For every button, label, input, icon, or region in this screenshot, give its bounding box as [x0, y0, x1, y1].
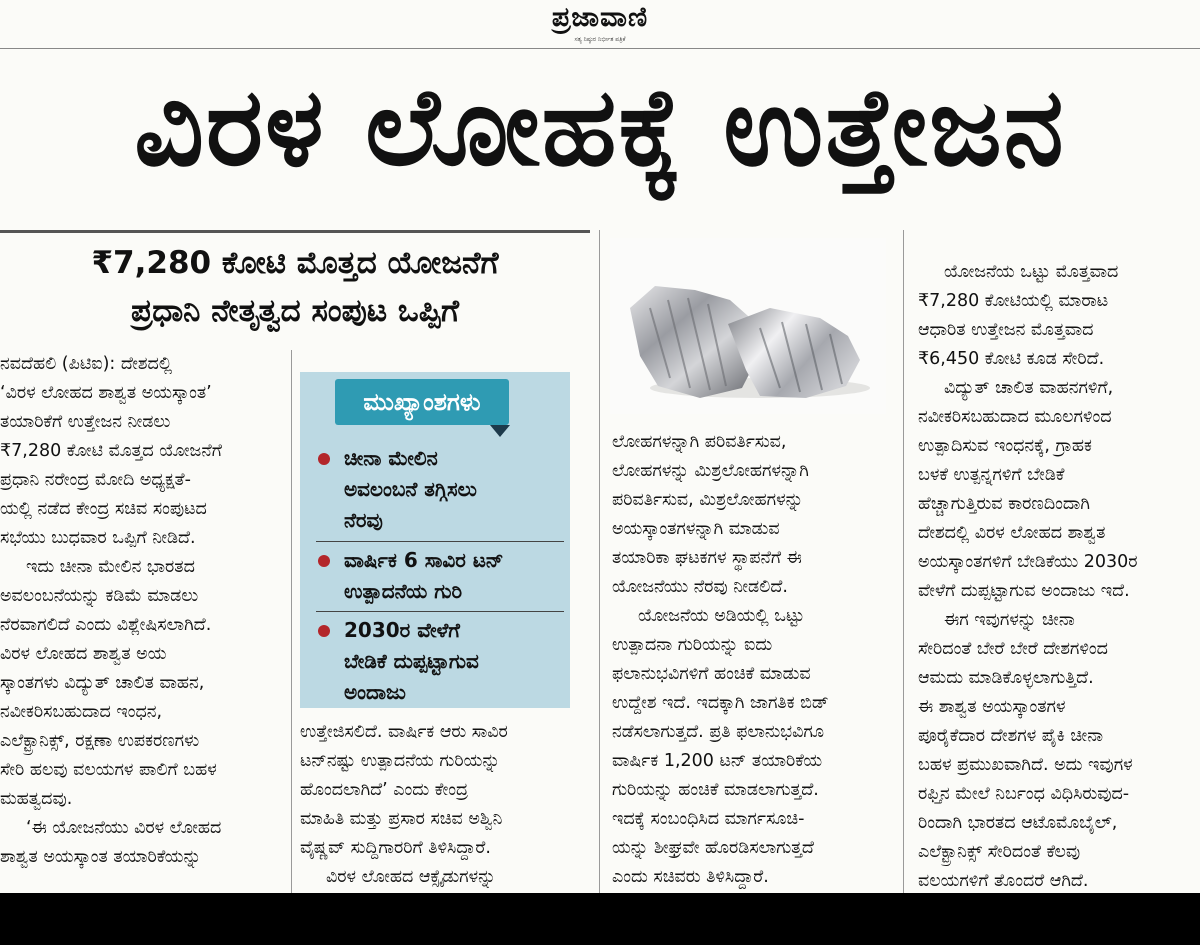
text-line: ಯೋಜನೆಯ ಒಟ್ಟು ಮೊತ್ತವಾದ: [944, 262, 1119, 282]
text-line: ವೈಷ್ಣವ್ ಸುದ್ದಿಗಾರರಿಗೆ ತಿಳಿಸಿದ್ದಾರೆ.: [300, 838, 491, 858]
text-line: ಲೋಹಗಳನ್ನಾಗಿ ಪರಿವರ್ತಿಸುವ,: [612, 432, 787, 452]
column-divider: [599, 230, 600, 893]
text-line: ಉತ್ಪಾದನಾ ಗುರಿಯನ್ನು ಐದು: [612, 635, 773, 655]
deck-line: ₹7,280 ಕೋಟಿ ಮೊತ್ತದ ಯೋಜನೆಗೆ: [91, 245, 499, 281]
column-divider: [291, 350, 292, 893]
text-line: ₹7,280 ಕೋಟಿ ಮೊತ್ತದ ಯೋಜನೆಗೆ: [0, 441, 222, 461]
text-line: ಪ್ರಧಾನಿ ನರೇಂದ್ರ ಮೋದಿ ಅಧ್ಯಕ್ಷತೆ-: [0, 470, 191, 490]
key-point-line: ಚೀನಾ ಮೇಲಿನ: [344, 446, 438, 470]
text-line: ಎಲೆಕ್ಟ್ರಾನಿಕ್ಸ್, ರಕ್ಷಣಾ ಉಪಕರಣಗಳು: [0, 731, 200, 751]
text-line: ಉತ್ಪಾದಿಸುವ ಇಂಧನಕ್ಕೆ, ಗ್ರಾಹಕ: [918, 436, 1092, 456]
text-line: ವಿರಳ ಲೋಹದ ಶಾಶ್ವತ ಅಯ: [0, 644, 167, 664]
text-line: ಯೋಜನೆಯು ನೆರವು ನೀಡಲಿದೆ.: [612, 577, 788, 597]
text-line: ಆಧಾರಿತ ಉತ್ತೇಜನ ಮೊತ್ತವಾದ: [918, 320, 1094, 340]
masthead: [0, 0, 1200, 49]
text-line: ಅವಲಂಬನೆಯನ್ನು ಕಡಿಮೆ ಮಾಡಲು: [0, 586, 199, 606]
text-line: ವೇಳೆಗೆ ದುಪ್ಪಟ್ಟಾಗುವ ಅಂದಾಜು ಇದೆ.: [918, 581, 1130, 601]
text-line: ರಿಂದಾಗಿ ಭಾರತದ ಆಟೊಮೊಬೈಲ್,: [918, 813, 1118, 833]
text-line: ಈಗ ಇವುಗಳನ್ನು ಚೀನಾ: [944, 610, 1075, 630]
key-point-line: 2030ರ ವೇಳೆಗೆ: [344, 618, 460, 642]
text-line: ‘ಈ ಯೋಜನೆಯು ವಿರಳ ಲೋಹದ: [26, 818, 222, 838]
key-point-line: ಉತ್ಪಾದನೆಯ ಗುರಿ: [344, 579, 463, 603]
key-point-separator: [316, 541, 564, 542]
text-line: ಶಾಶ್ವತ ಅಯಸ್ಕಾಂತ ತಯಾರಿಕೆಯನ್ನು: [0, 847, 202, 867]
text-line: ವಿರಳ ಲೋಹದ ಆಕ್ಸೈಡುಗಳನ್ನು: [326, 867, 496, 887]
bullet-icon: [318, 625, 330, 637]
key-point-line: ಅವಲಂಬನೆ ತಗ್ಗಿಸಲು: [344, 477, 477, 501]
text-line: ಫಲಾನುಭವಿಗಳಿಗೆ ಹಂಚಿಕೆ ಮಾಡುವ: [612, 664, 811, 684]
text-line: ಇದು ಚೀನಾ ಮೇಲಿನ ಭಾರತದ: [26, 557, 195, 577]
text-line: ತಯಾರಿಕಾ ಘಟಕಗಳ ಸ್ಥಾಪನೆಗೆ ಈ: [612, 548, 802, 568]
deck-line: ಪ್ರಧಾನಿ ನೇತೃತ್ವದ ಸಂಪುಟ ಒಪ್ಪಿಗೆ: [130, 293, 460, 329]
text-line: ಹೊಂದಲಾಗಿದೆ’ ಎಂದು ಕೇಂದ್ರ: [300, 780, 469, 800]
key-point-line: ಅಂದಾಜು: [344, 680, 406, 704]
text-line: ಈ ಶಾಶ್ವತ ಅಯಸ್ಕಾಂತಗಳ: [918, 697, 1066, 717]
text-line: ಅಯಸ್ಕಾಂತಗಳನ್ನಾಗಿ ಮಾಡುವ: [612, 519, 780, 539]
text-line: ರಫ್ತಿನ ಮೇಲೆ ನಿರ್ಬಂಧ ವಿಧಿಸಿರುವುದ-: [918, 784, 1130, 804]
headline: ವಿರಳ ಲೋಹಕ್ಕೆ ಉತ್ತೇಜನ: [134, 65, 1066, 190]
text-line: ಸೇರಿದಂತೆ ಬೇರೆ ಬೇರೆ ದೇಶಗಳಿಂದ: [918, 639, 1108, 659]
text-line: ಯೋಜನೆಯ ಅಡಿಯಲ್ಲಿ ಒಟ್ಟು: [638, 606, 805, 626]
text-line: ವಾರ್ಷಿಕ 1,200 ಟನ್ ತಯಾರಿಕೆಯ: [612, 751, 823, 771]
key-point-separator: [316, 611, 564, 612]
text-line: ₹7,280 ಕೋಟಿಯಲ್ಲಿ ಮಾರಾಟ: [918, 291, 1109, 311]
text-line: ವಲಯಗಳಿಗೆ ತೊಂದರೆ ಆಗಿದೆ.: [918, 871, 1089, 891]
article-column-4: [918, 258, 1200, 893]
bullet-icon: [318, 555, 330, 567]
text-line: ಸ್ಕಾಂತಗಳು ವಿದ್ಯುತ್ ಚಾಲಿತ ವಾಹನ,: [0, 673, 205, 693]
text-line: ಉದ್ದೇಶ ಇದೆ. ಇದಕ್ಕಾಗಿ ಜಾಗತಿಕ ಬಿಡ್: [612, 693, 829, 713]
text-line: ಅಯಸ್ಕಾಂತಗಳಿಗೆ ಬೇಡಿಕೆಯು 2030ರ: [918, 552, 1138, 572]
title-pointer: [490, 425, 510, 437]
article-column-2: [300, 718, 590, 893]
rare-earth-metal-image: [610, 238, 886, 414]
text-line: ಇದಕ್ಕೆ ಸಂಬಂಧಿಸಿದ ಮಾರ್ಗಸೂಚಿ-: [612, 809, 805, 829]
text-line: ಆಮದು ಮಾಡಿಕೊಳ್ಳಲಾಗುತ್ತಿದೆ.: [918, 668, 1094, 688]
key-point-line: ವಾರ್ಷಿಕ 6 ಸಾವಿರ ಟನ್: [344, 548, 504, 572]
text-line: ಯಲ್ಲಿ ನಡೆದ ಕೇಂದ್ರ ಸಚಿವ ಸಂಪುಟದ: [0, 499, 207, 519]
text-line: ದೇಶದಲ್ಲಿ ವಿರಳ ಲೋಹದ ಶಾಶ್ವತ: [918, 523, 1106, 543]
text-line: ₹6,450 ಕೋಟಿ ಕೂಡ ಸೇರಿದೆ.: [918, 349, 1105, 369]
text-line: ಟನ್‌ನಷ್ಟು ಉತ್ಪಾದನೆಯ ಗುರಿಯನ್ನು: [300, 751, 501, 771]
text-line: ಹೆಚ್ಚಾಗುತ್ತಿರುವ ಕಾರಣದಿಂದಾಗಿ: [918, 494, 1090, 514]
text-line: ನಡೆಸಲಾಗುತ್ತದೆ. ಪ್ರತಿ ಫಲಾನುಭವಿಗೂ: [612, 722, 825, 742]
text-line: ‘ವಿರಳ ಲೋಹದ ಶಾಶ್ವತ ಅಯಸ್ಕಾಂತ’: [0, 383, 212, 403]
text-line: ಬಹಳ ಪ್ರಮುಖವಾಗಿದೆ. ಅದು ಇವುಗಳ: [918, 755, 1133, 775]
key-point-item: [316, 615, 566, 708]
key-points-title: ಮುಖ್ಯಾಂಶಗಳು: [335, 379, 509, 425]
text-line: ಎಲೆಕ್ಟ್ರಾನಿಕ್ಸ್ ಸೇರಿದಂತೆ ಕೆಲವು: [918, 842, 1081, 862]
text-line: ವಿದ್ಯುತ್ ಚಾಲಿತ ವಾಹನಗಳಿಗೆ,: [944, 378, 1114, 398]
text-line: ನವದೆಹಲಿ (ಪಿಟಿಐ): ದೇಶದಲ್ಲಿ: [0, 354, 173, 374]
text-line: ತಯಾರಿಕೆಗೆ ಉತ್ತೇಜನ ನೀಡಲು: [0, 412, 171, 432]
text-line: ಮಾಹಿತಿ ಮತ್ತು ಪ್ರಸಾರ ಸಚಿವ ಅಶ್ವಿನಿ: [300, 809, 503, 829]
masthead-title: ಪ್ರಜಾವಾಣಿ: [551, 2, 649, 33]
metal-photo: [610, 238, 886, 414]
text-line: ಬಳಕೆ ಉತ್ಪನ್ನಗಳಿಗೆ ಬೇಡಿಕೆ: [918, 465, 1065, 485]
text-line: ಪೂರೈಕೆದಾರ ದೇಶಗಳ ಪೈಕಿ ಚೀನಾ: [918, 726, 1104, 746]
text-line: ಉತ್ತೇಜಿಸಲಿದೆ. ವಾರ್ಷಿಕ ಆರು ಸಾವಿರ: [300, 722, 508, 742]
text-line: ಯನ್ನು ಶೀಘ್ರವೇ ಹೊರಡಿಸಲಾಗುತ್ತದೆ: [612, 838, 814, 858]
text-line: ನೆರವಾಗಲಿದೆ ಎಂದು ವಿಶ್ಲೇಷಿಸಲಾಗಿದೆ.: [0, 615, 212, 635]
bullet-icon: [318, 453, 330, 465]
key-point-item: [316, 545, 566, 607]
article-column-1: [0, 350, 280, 893]
text-line: ನವೀಕರಿಸಬಹುದಾದ ಇಂಧನ,: [0, 702, 163, 722]
text-line: ಮಹತ್ವದವು.: [0, 789, 73, 809]
deck: [0, 230, 590, 348]
key-point-line: ಬೇಡಿಕೆ ದುಪ್ಪಟ್ಟಾಗುವ: [344, 649, 479, 673]
masthead-tagline: ಸತ್ಯ ನಿಷ್ಠುರ ನಿರ್ಭೀತ ಪತ್ರಿಕೆ: [574, 36, 626, 43]
key-point-item: [316, 443, 566, 536]
text-line: ನವೀಕರಿಸಬಹುದಾದ ಮೂಲಗಳಿಂದ: [918, 407, 1112, 427]
text-line: ಸಭೆಯು ಬುಧವಾರ ಒಪ್ಪಿಗೆ ನೀಡಿದೆ.: [0, 528, 196, 548]
text-line: ಗುರಿಯನ್ನು ಹಂಚಿಕೆ ಮಾಡಲಾಗುತ್ತದೆ.: [612, 780, 819, 800]
text-line: ಲೋಹಗಳನ್ನು ಮಿಶ್ರಲೋಹಗಳನ್ನಾಗಿ: [612, 461, 809, 481]
text-line: ಸೇರಿ ಹಲವು ವಲಯಗಳ ಪಾಲಿಗೆ ಬಹಳ: [0, 760, 217, 780]
article-column-3: [612, 428, 890, 893]
key-point-line: ನೆರವು: [344, 508, 383, 532]
column-divider: [903, 230, 904, 893]
text-line: ಪರಿವರ್ತಿಸುವ, ಮಿಶ್ರಲೋಹಗಳನ್ನು: [612, 490, 804, 510]
text-line: ಎಂದು ಸಚಿವರು ತಿಳಿಸಿದ್ದಾರೆ.: [612, 867, 769, 887]
